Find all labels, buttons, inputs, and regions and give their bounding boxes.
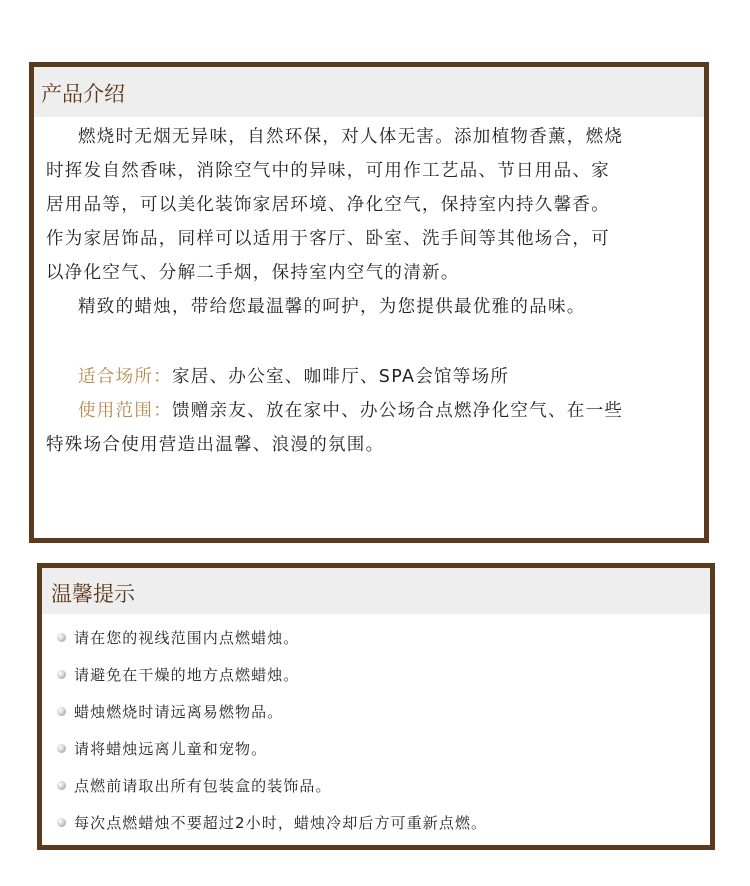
tips-panel xyxy=(37,563,715,850)
intro-line-5: 以净化空气、分解二手烟，保持室内空气的清新。 xyxy=(46,263,460,283)
usage-scope xyxy=(46,394,698,428)
bullet-icon xyxy=(57,670,66,679)
bullet-icon xyxy=(57,818,66,827)
intro-line-1: 燃烧时无烟无异味，自然环保，对人体无害。添加植物香薰，燃烧 xyxy=(78,127,624,147)
tips-header xyxy=(42,568,710,614)
suitable-places-label: 适合场所： xyxy=(78,367,172,387)
tip-text: 请避免在干燥的地方点燃蜡烛。 xyxy=(74,666,300,684)
tip-text: 点燃前请取出所有包装盒的装饰品。 xyxy=(74,777,332,795)
list-item xyxy=(57,696,704,733)
bullet-icon xyxy=(57,707,66,716)
tips-title: 温馨提示 xyxy=(51,582,135,606)
usage-scope-value: 馈赠亲友、放在家中、办公场合点燃净化空气、在一些 xyxy=(172,401,624,421)
list-item xyxy=(57,622,704,659)
bullet-icon xyxy=(57,633,66,642)
spacer xyxy=(46,324,698,360)
tips-list xyxy=(57,622,704,844)
list-item xyxy=(57,770,704,807)
intro-line-3: 居用品等，可以美化装饰家居环境、净化空气，保持室内持久馨香。 xyxy=(46,195,610,215)
bullet-icon xyxy=(57,781,66,790)
tip-text: 请在您的视线范围内点燃蜡烛。 xyxy=(74,629,300,647)
suitable-places-value: 家居、办公室、咖啡厅、SPA会馆等场所 xyxy=(172,367,510,387)
product-intro-header xyxy=(34,67,704,117)
bullet-icon xyxy=(57,744,66,753)
product-intro-panel xyxy=(29,62,709,543)
usage-scope-label: 使用范围： xyxy=(78,401,172,421)
intro-line-4: 作为家居饰品，同样可以适用于客厅、卧室、洗手间等其他场合，可 xyxy=(46,229,610,249)
product-intro-title: 产品介绍 xyxy=(41,82,125,106)
list-item xyxy=(57,807,704,844)
tip-text: 每次点燃蜡烛不要超过2小时，蜡烛冷却后方可重新点燃。 xyxy=(74,814,488,832)
tip-text: 请将蜡烛远离儿童和宠物。 xyxy=(74,740,268,758)
list-item xyxy=(57,733,704,770)
usage-scope-continued: 特殊场合使用营造出温馨、浪漫的氛围。 xyxy=(46,435,385,455)
intro-second-paragraph: 精致的蜡烛，带给您最温馨的呵护，为您提供最优雅的品味。 xyxy=(78,297,586,317)
tip-text: 蜡烛燃烧时请远离易燃物品。 xyxy=(74,703,284,721)
intro-line-2: 时挥发自然香味，消除空气中的异味，可用作工艺品、节日用品、家 xyxy=(46,161,610,181)
list-item xyxy=(57,659,704,696)
product-intro-body xyxy=(46,120,698,462)
suitable-places xyxy=(46,360,698,394)
